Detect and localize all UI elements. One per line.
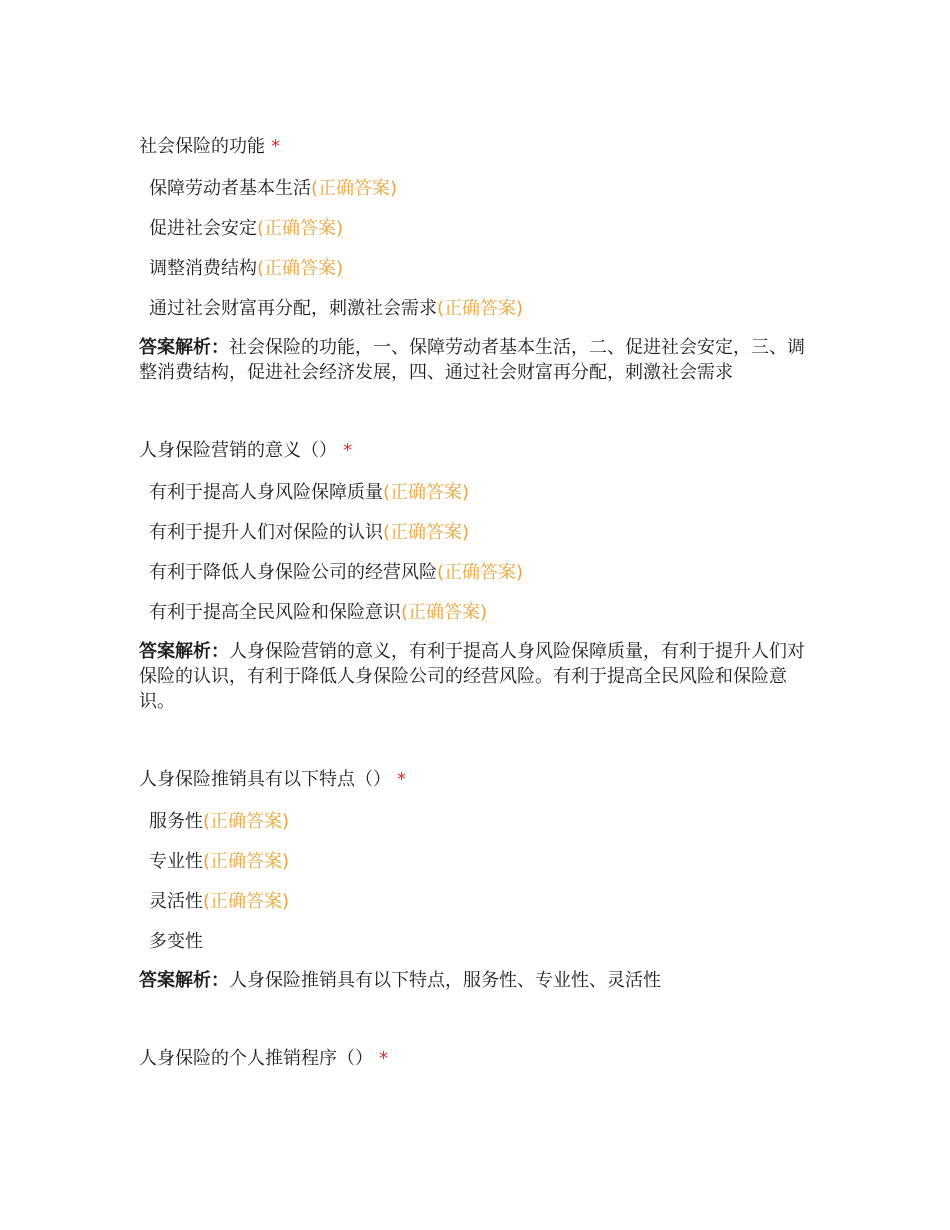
answer-analysis xyxy=(139,639,819,714)
option-text: 服务性 xyxy=(149,811,203,832)
option-item xyxy=(139,808,819,836)
option-text: 促进社会安定 xyxy=(149,218,257,239)
option-text: 有利于提高全民风险和保险意识 xyxy=(149,602,401,623)
required-marker: * xyxy=(379,1048,388,1069)
analysis-text: 社会保险的功能，一、保障劳动者基本生活，二、促进社会安定，三、调整消费结构，促进社会经济发展，四、通过社会财富再分配，刺激社会需求 xyxy=(139,337,805,383)
answer-analysis xyxy=(139,335,819,385)
analysis-label: 答案解析： xyxy=(139,641,229,662)
correct-answer-tag: (正确答案) xyxy=(401,602,488,623)
option-text: 有利于降低人身保险公司的经营风险 xyxy=(149,562,437,583)
question-title: 人身保险的个人推销程序（） * xyxy=(139,1048,388,1069)
correct-answer-tag: (正确答案) xyxy=(257,218,344,239)
correct-answer-tag: (正确答案) xyxy=(257,258,344,279)
analysis-label: 答案解析： xyxy=(139,337,229,358)
question-title: 社会保险的功能 * xyxy=(139,136,280,157)
correct-answer-tag: (正确答案) xyxy=(203,891,290,912)
option-item xyxy=(139,175,819,203)
option-text: 保障劳动者基本生活 xyxy=(149,178,311,199)
option-item xyxy=(139,559,819,587)
option-item xyxy=(139,479,819,507)
option-item xyxy=(139,295,819,323)
answer-analysis xyxy=(139,968,819,993)
required-marker: * xyxy=(397,769,406,790)
option-text: 有利于提升人们对保险的认识 xyxy=(149,522,383,543)
option-item xyxy=(139,255,819,283)
option-text: 通过社会财富再分配，刺激社会需求 xyxy=(149,298,437,319)
correct-answer-tag: (正确答案) xyxy=(437,298,524,319)
correct-answer-tag: (正确答案) xyxy=(437,562,524,583)
question-3 xyxy=(139,764,819,993)
question-title: 人身保险营销的意义（） * xyxy=(139,440,352,461)
correct-answer-tag: (正确答案) xyxy=(203,811,290,832)
option-item xyxy=(139,888,819,916)
option-item xyxy=(139,519,819,547)
question-title: 人身保险推销具有以下特点（） * xyxy=(139,769,406,790)
required-marker: * xyxy=(271,136,280,157)
correct-answer-tag: (正确答案) xyxy=(383,482,470,503)
correct-answer-tag: (正确答案) xyxy=(203,851,290,872)
option-item xyxy=(139,215,819,243)
required-marker: * xyxy=(343,440,352,461)
correct-answer-tag: (正确答案) xyxy=(311,178,398,199)
question-1 xyxy=(139,131,819,385)
analysis-text: 人身保险营销的意义，有利于提高人身风险保障质量，有利于提升人们对保险的认识，有利于降低人身保险公司的经营风险。有利于提高全民风险和保险意识。 xyxy=(139,641,805,712)
option-item xyxy=(139,599,819,627)
analysis-text: 人身保险推销具有以下特点，服务性、专业性、灵活性 xyxy=(229,970,661,991)
question-4 xyxy=(139,1043,819,1075)
option-text: 多变性 xyxy=(149,931,203,952)
option-text: 专业性 xyxy=(149,851,203,872)
question-2 xyxy=(139,435,819,714)
option-text: 有利于提高人身风险保障质量 xyxy=(149,482,383,503)
correct-answer-tag: (正确答案) xyxy=(383,522,470,543)
analysis-label: 答案解析： xyxy=(139,970,229,991)
option-text: 灵活性 xyxy=(149,891,203,912)
option-item xyxy=(139,928,819,956)
option-item xyxy=(139,848,819,876)
quiz-document xyxy=(139,131,819,1125)
option-text: 调整消费结构 xyxy=(149,258,257,279)
